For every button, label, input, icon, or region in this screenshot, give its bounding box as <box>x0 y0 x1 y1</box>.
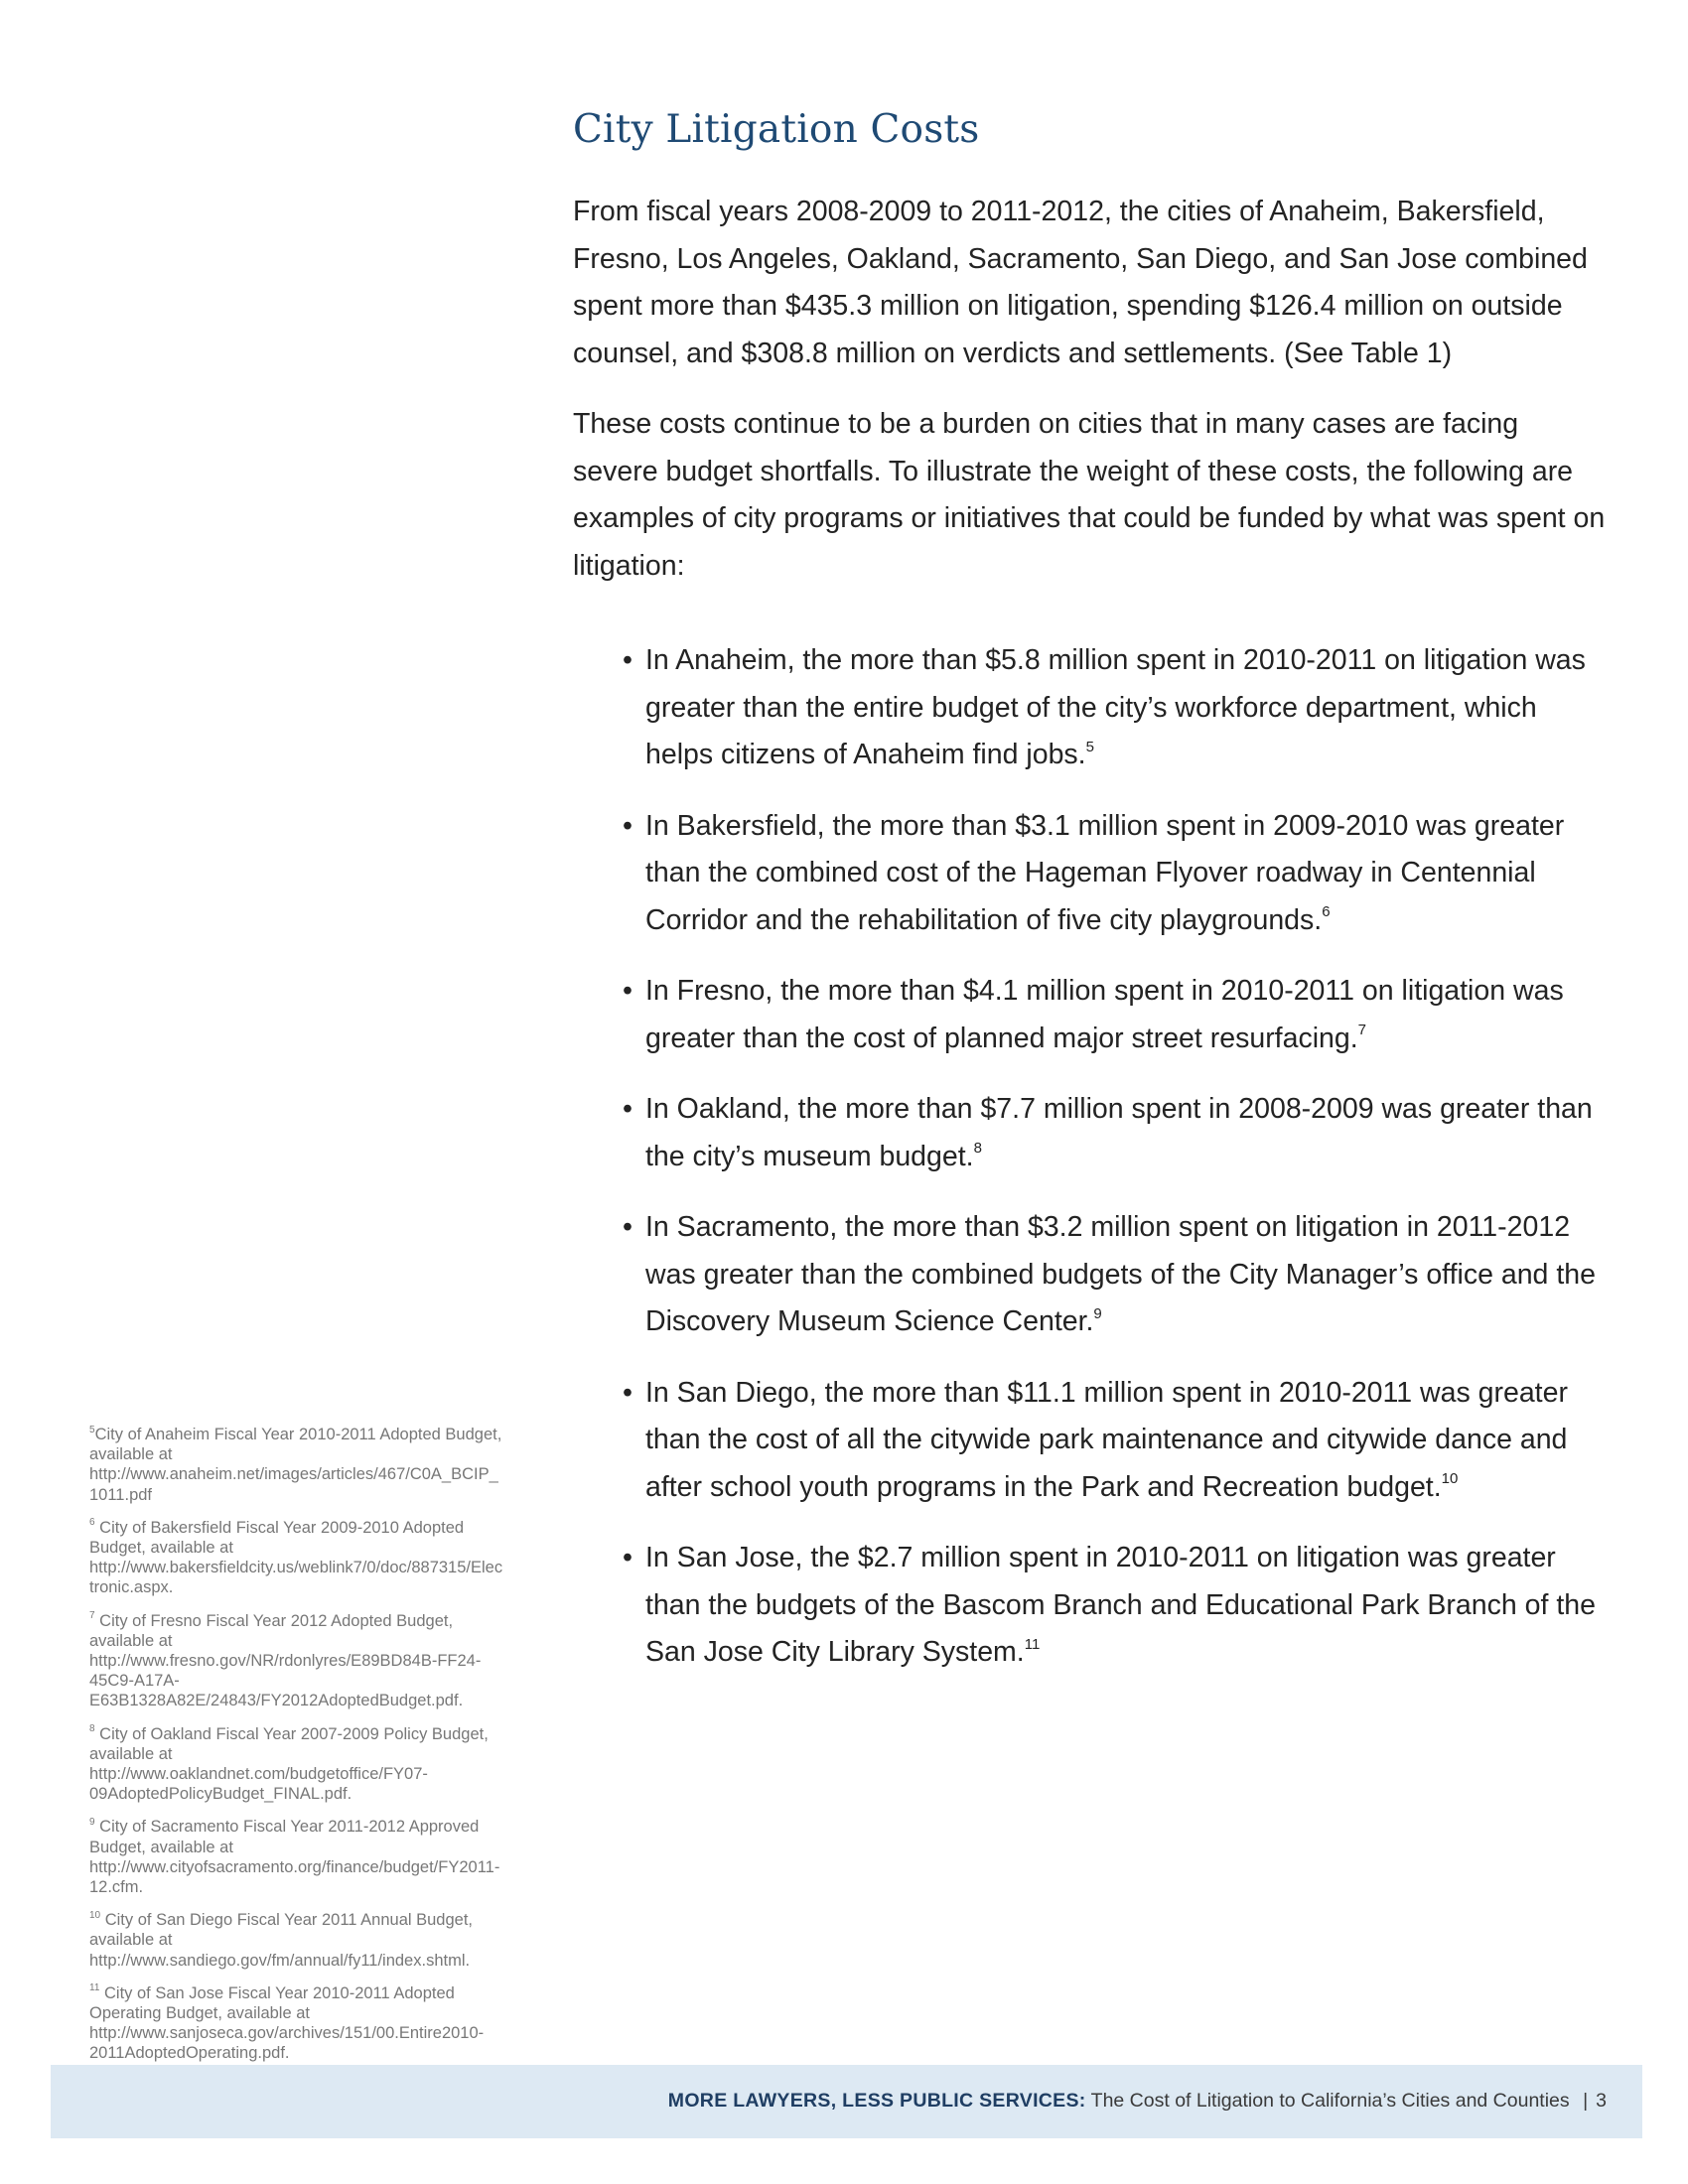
bullet-icon: • <box>623 644 633 676</box>
footnote-text: City of Sacramento Fiscal Year 2011-2012 Approved Budget, available at http://www.cityofsacramento.org/finance/budget/FY2011-12.cfm. <box>89 1818 500 1897</box>
footer-separator: | <box>1583 2090 1589 2112</box>
examples-list <box>573 637 1606 1677</box>
bullet-icon: • <box>623 1093 633 1125</box>
list-item-text: In Anaheim, the more than $5.8 million spent in 2010-2011 on litigation was greater than the entire budget of the city’s workforce department, which helps citizens of Anaheim find jobs. <box>645 644 1586 770</box>
list-item <box>573 968 1606 1062</box>
list-item-text: In Oakland, the more than $7.7 million spent in 2008-2009 was greater than the city’s museum budget. <box>645 1093 1593 1172</box>
footnote-number: 6 <box>89 1517 95 1529</box>
footnote <box>89 1910 506 1971</box>
footnote <box>89 1425 506 1505</box>
footnote <box>89 1724 506 1805</box>
list-item-text: In Sacramento, the more than $3.2 million spent on litigation in 2011-2012 was greater than the combined budgets of the City Manager’s office and the Discovery Museum Science Center. <box>645 1211 1596 1337</box>
footnote-ref: 11 <box>1024 1635 1041 1653</box>
footnote-text: City of Oakland Fiscal Year 2007-2009 Policy Budget, available at http://www.oaklandnet.com/budgetoffice/FY07-09AdoptedPolicyBudget_FINAL.pdf. <box>89 1724 489 1804</box>
footnote <box>89 1611 506 1711</box>
paragraph-burden: These costs continue to be a burden on cities that in many cases are facing severe budget shortfalls. To illustrate the weight of these costs, the following are examples of city programs or initiatives that could be funded by what was spent on litigation: <box>573 408 1606 582</box>
footnote-number: 11 <box>89 1982 100 1994</box>
bullet-icon: • <box>623 809 633 842</box>
list-item <box>573 1086 1606 1180</box>
footer-text <box>668 2090 1607 2113</box>
footnote-number: 7 <box>89 1610 95 1622</box>
page-number: 3 <box>1596 2090 1607 2112</box>
footnote-text: City of Bakersfield Fiscal Year 2009-2010 Adopted Budget, available at http://www.bakersfieldcity.us/weblink7/0/doc/887315/Electronic.aspx. <box>89 1518 503 1597</box>
bullet-icon: • <box>623 975 633 1007</box>
footer-bar <box>51 2065 1642 2138</box>
list-item <box>573 1204 1606 1346</box>
footnote-ref: 10 <box>1441 1470 1459 1487</box>
footnote-number: 9 <box>89 1816 95 1828</box>
list-item-text: In Fresno, the more than $4.1 million spent in 2010-2011 on litigation was greater than the cost of planned major street resurfacing. <box>645 975 1564 1054</box>
list-item-text: In Bakersfield, the more than $3.1 million spent in 2009-2010 was greater than the combined cost of the Hageman Flyover roadway in Centennial Corridor and the rehabilitation of five city playgrounds. <box>645 809 1565 936</box>
footer-report-title: MORE LAWYERS, LESS PUBLIC SERVICES: <box>667 2090 1086 2112</box>
footnote-number: 5 <box>89 1424 95 1435</box>
bullet-icon: • <box>623 1376 633 1409</box>
paragraph-intro: From fiscal years 2008-2009 to 2011-2012, the cities of Anaheim, Bakersfield, Fresno, Los Angeles, Oakland, Sacramento, San Diego, and San Jose combined spent more than $435.3 million on litigation, spending $126.4 million on outside counsel, and $308.8 million on verdicts and settlements. (See Table 1) <box>573 196 1588 369</box>
footnote-number: 10 <box>89 1909 101 1921</box>
list-item <box>573 637 1606 779</box>
bullet-icon: • <box>623 1542 633 1573</box>
main-content <box>573 189 1606 1701</box>
footnote-text: City of Anaheim Fiscal Year 2010-2011 Adopted Budget, available at http://www.anaheim.net/images/articles/467/C0A_BCIP_1011.pdf <box>89 1426 502 1504</box>
list-item <box>573 803 1606 945</box>
footnote-number: 8 <box>89 1723 95 1735</box>
footnote-ref: 9 <box>1093 1304 1102 1322</box>
footnote-ref: 7 <box>1357 1022 1366 1038</box>
footnote-ref: 8 <box>973 1140 982 1157</box>
footnote-ref: 6 <box>1322 903 1331 920</box>
footnote <box>89 1518 506 1598</box>
footnotes <box>89 1425 506 2077</box>
footer-subtitle: The Cost of Litigation to California’s Cities and Counties <box>1090 2090 1570 2112</box>
footnote-ref: 5 <box>1085 738 1094 755</box>
list-item <box>573 1535 1606 1677</box>
footnote <box>89 1817 506 1897</box>
footnote-text: City of San Jose Fiscal Year 2010-2011 Adopted Operating Budget, available at http://www.sanjoseca.gov/archives/151/00.Entire2010-2011AdoptedOperating.pdf. <box>89 1983 485 2063</box>
list-item-text: In San Jose, the $2.7 million spent in 2010-2011 on litigation was greater than the budgets of the Bascom Branch and Educational Park Branch of the San Jose City Library System. <box>645 1542 1596 1668</box>
footnote-text: City of Fresno Fiscal Year 2012 Adopted Budget, available at http://www.fresno.gov/NR/rdonlyres/E89BD84B-FF24-45C9-A17A-E63B1328A82E/24843/FY2012AdoptedBudget.pdf. <box>89 1611 482 1710</box>
list-item-text: In San Diego, the more than $11.1 million spent in 2010-2011 was greater than the cost of all the citywide park maintenance and citywide dance and after school youth programs in the Park and Recreation budget. <box>645 1376 1568 1503</box>
page-title: City Litigation Costs <box>573 107 980 152</box>
list-item <box>573 1370 1606 1512</box>
footnote <box>89 1983 506 2064</box>
bullet-icon: • <box>623 1211 633 1243</box>
footnote-text: City of San Diego Fiscal Year 2011 Annual Budget, available at http://www.sandiego.gov/fm/annual/fy11/index.shtml. <box>89 1911 473 1970</box>
